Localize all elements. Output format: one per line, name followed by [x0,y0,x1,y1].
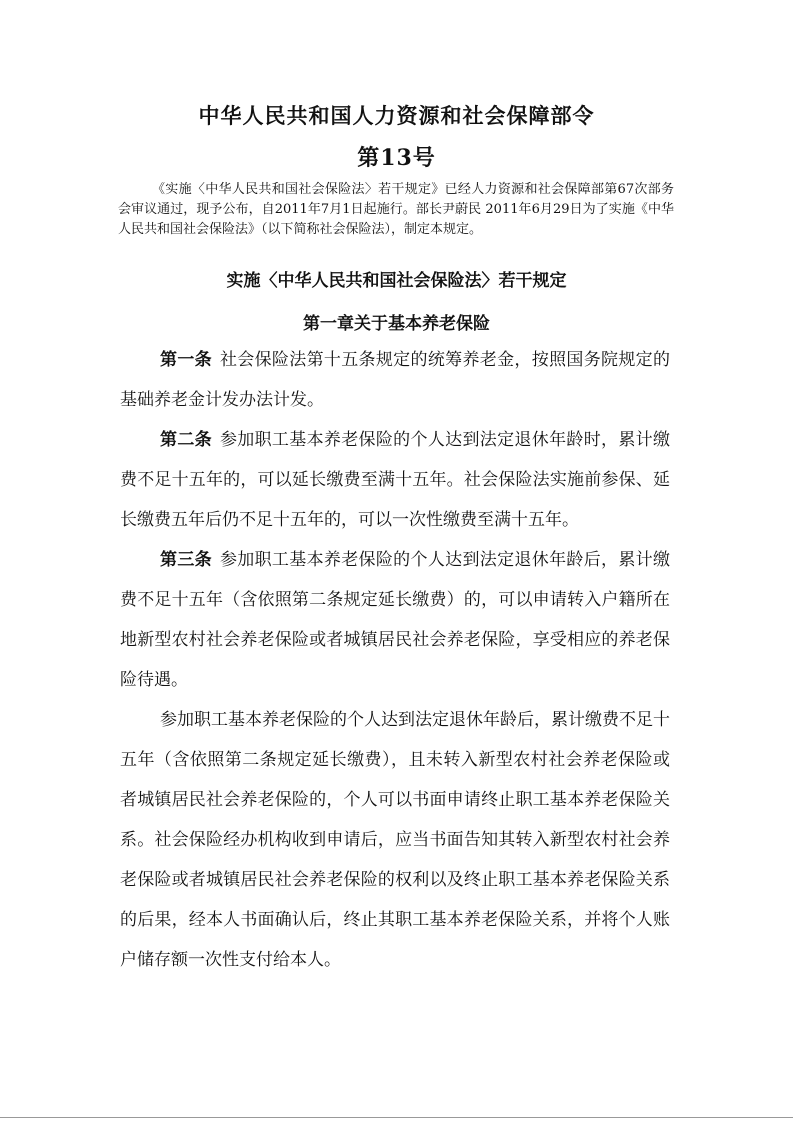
article-3-text: 参加职工基本养老保险的个人达到法定退休年龄后，累计缴费不足十五年（含依照第二条规定延长缴费）的，可以申请转入户籍所在地新型农村社会养老保险或者城镇居民社会养老保险，享受相应的养老保险待遇。 [120,550,671,690]
body-text [120,340,670,980]
article-1 [120,340,670,420]
page-bottom-rule [0,1117,793,1118]
article-2-text: 参加职工基本养老保险的个人达到法定退休年龄时，累计缴费不足十五年的，可以延长缴费至满十五年。社会保险法实施前参保、延长缴费五年后仍不足十五年的，可以一次性缴费至满十五年。 [120,430,671,530]
document-number: 第13号 [357,145,436,171]
article-1-text: 社会保险法第十五条规定的统筹养老金，按照国务院规定的基础养老金计发办法计发。 [120,350,671,410]
article-3-label: 第三条 [160,550,212,570]
intro-paragraph: 《实施〈中华人民共和国社会保险法〉若干规定》已经人力资源和社会保障部第67次部务会审议通过，现予公布，自2011年7月1日起施行。部长尹蔚民 2011年6月29日为了实施《中华人民共和国社会保险法》（以下简称社会保险法），制定本规定。 [118,182,674,237]
regulation-title: 实施〈中华人民共和国社会保险法〉若干规定 [226,271,567,291]
article-1-label: 第一条 [160,350,212,370]
article-2 [120,420,670,540]
article-3-paragraph-2: 参加职工基本养老保险的个人达到法定退休年龄后，累计缴费不足十五年（含依照第二条规定延长缴费），且未转入新型农村社会养老保险或者城镇居民社会养老保险的，个人可以书面申请终止职工基本养老保险关系。社会保险经办机构收到申请后，应当书面告知其转入新型农村社会养老保险或者城镇居民社会养老保险的权利以及终止职工基本养老保险关系的后果，经本人书面确认后，终止其职工基本养老保险关系，并将个人账户储存额一次性支付给本人。 [120,710,670,970]
article-3 [120,540,670,700]
document-title: 中华人民共和国人力资源和社会保障部令 [198,103,595,128]
chapter-title: 第一章关于基本养老保险 [303,314,490,334]
article-2-label: 第二条 [160,430,212,450]
